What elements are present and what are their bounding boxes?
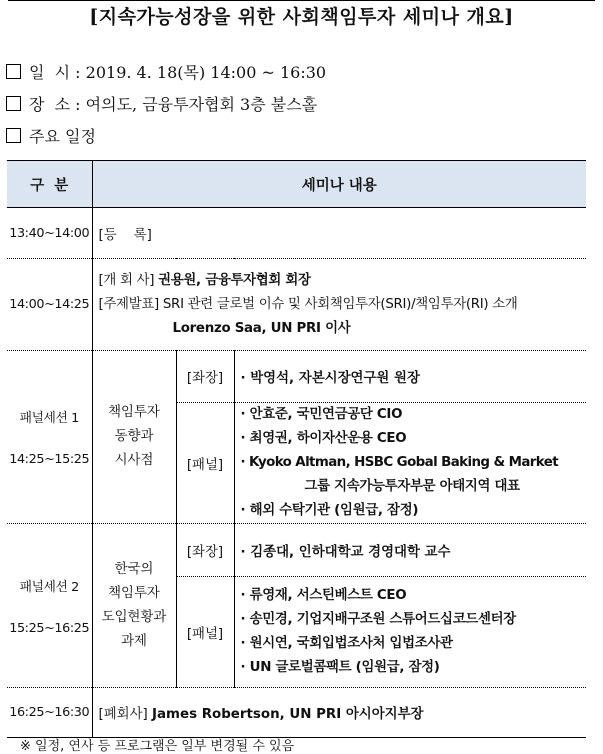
panel1-topic-line: 책임투자	[108, 405, 160, 420]
page-title: [지속가능성장을 위한 사회책임투자 세미나 개요]	[89, 6, 514, 28]
panel1-topic-line: 시사점	[114, 453, 154, 468]
opening-speaker: 권용원, 금융투자협회 회장	[158, 272, 311, 288]
table-row	[7, 688, 586, 738]
schedule-table	[7, 160, 586, 738]
schedule-heading	[6, 124, 96, 147]
closing-speaker: James Robertson, UN PRI 아시아지부장	[152, 707, 424, 722]
panel2-session: 패널세션 2	[19, 579, 79, 595]
place-info: 장 소 : 여의도, 금융투자협회 3층 불스홀	[6, 92, 317, 115]
panel1-session-cell	[7, 351, 92, 524]
panelist: · 안효준, 국민연금공단 CIO	[240, 407, 403, 422]
panel1-time: 14:25~15:25	[9, 452, 90, 467]
panelist: · 원시연, 국회입법조사처 입법조사관	[240, 636, 453, 651]
table-row	[7, 259, 586, 351]
panelist: · 최영권, 하이자산운용 CEO	[240, 431, 407, 446]
panel2-topic-line: 책임투자	[108, 585, 160, 601]
panelist: · 해외 수탁기관 (임원급, 잠정)	[240, 503, 419, 518]
closing-cell	[92, 688, 586, 738]
panel2-topic-line: 과제	[121, 633, 147, 649]
panel1-topic-cell	[92, 351, 176, 524]
table-row	[7, 351, 586, 403]
registration-prefix: [등 록]	[98, 227, 152, 243]
checkbox-icon	[6, 64, 21, 79]
panelist: 그룹 지속가능투자부문 아태지역 대표	[304, 479, 520, 494]
panel2-chair: · 김종대, 인하대학교 경영대학 교수	[234, 524, 586, 577]
panelist: · Kyoko Altman, HSBC Gobal Baking & Market	[240, 455, 558, 470]
time-cell: 13:40~14:00	[7, 208, 92, 259]
panel2-panelists	[234, 577, 586, 688]
opening-cell	[92, 259, 586, 351]
panel2-panel-label: [패널]	[176, 577, 234, 688]
schedule-heading-text: 주요 일정	[29, 127, 96, 146]
panelist: · 류영재, 서스틴베스트 CEO	[240, 588, 407, 603]
date-value: 2019. 4. 18(목) 14:00 ~ 16:30	[85, 63, 327, 82]
table-row	[7, 524, 586, 577]
table-header-row	[7, 161, 586, 208]
place-value: 여의도, 금융투자협회 3층 불스홀	[85, 95, 318, 114]
date-label: 일 시	[29, 63, 71, 82]
keynote-topic: SRI 관련 글로벌 이슈 및 사회책임투자(SRI)/책임투자(RI) 소개	[162, 296, 518, 312]
footnote: ※ 일정, 연사 등 프로그램은 일부 변경될 수 있음	[20, 739, 295, 754]
time-cell: 14:00~14:25	[7, 259, 92, 351]
panelist: · 송민경, 기업지배구조원 스튜어드십코드센터장	[240, 612, 516, 627]
keynote-prefix: [주제발표]	[98, 296, 159, 312]
panel2-topic-cell	[92, 524, 176, 688]
header-time: 구 분	[7, 161, 92, 208]
panel1-panel-label: [패널]	[176, 403, 234, 524]
panel2-time: 15:25~16:25	[9, 620, 90, 636]
frame-top-border	[8, 0, 595, 1]
panel1-panelists	[234, 403, 586, 524]
registration-cell	[92, 208, 586, 259]
date-info: 일 시 : 2019. 4. 18(목) 14:00 ~ 16:30	[6, 60, 326, 83]
panel1-chair: · 박영석, 자본시장연구원 원장	[234, 351, 586, 403]
panelist: · UN 글로벌콤팩트 (임원급, 잠정)	[240, 660, 440, 675]
table-row	[7, 208, 586, 259]
panel1-session: 패널세션 1	[19, 411, 79, 426]
closing-prefix: [폐회사]	[98, 707, 148, 722]
panel2-topic-line: 한국의	[114, 561, 154, 577]
opening-prefix: [개 회 사]	[98, 272, 155, 288]
panel2-topic-line: 도입현황과	[101, 609, 167, 625]
panel1-topic-line: 동향과	[114, 429, 154, 444]
panel2-session-cell	[7, 524, 92, 688]
place-label: 장 소	[29, 95, 71, 114]
panel2-chair-label: [좌장]	[176, 524, 234, 577]
header-content: 세미나 내용	[92, 161, 586, 208]
keynote-speaker: Lorenzo Saa, UN PRI 이사	[172, 320, 351, 336]
time-cell: 16:25~16:30	[7, 688, 92, 738]
panel1-chair-label: [좌장]	[176, 351, 234, 403]
checkbox-icon	[6, 128, 21, 143]
checkbox-icon	[6, 96, 21, 111]
